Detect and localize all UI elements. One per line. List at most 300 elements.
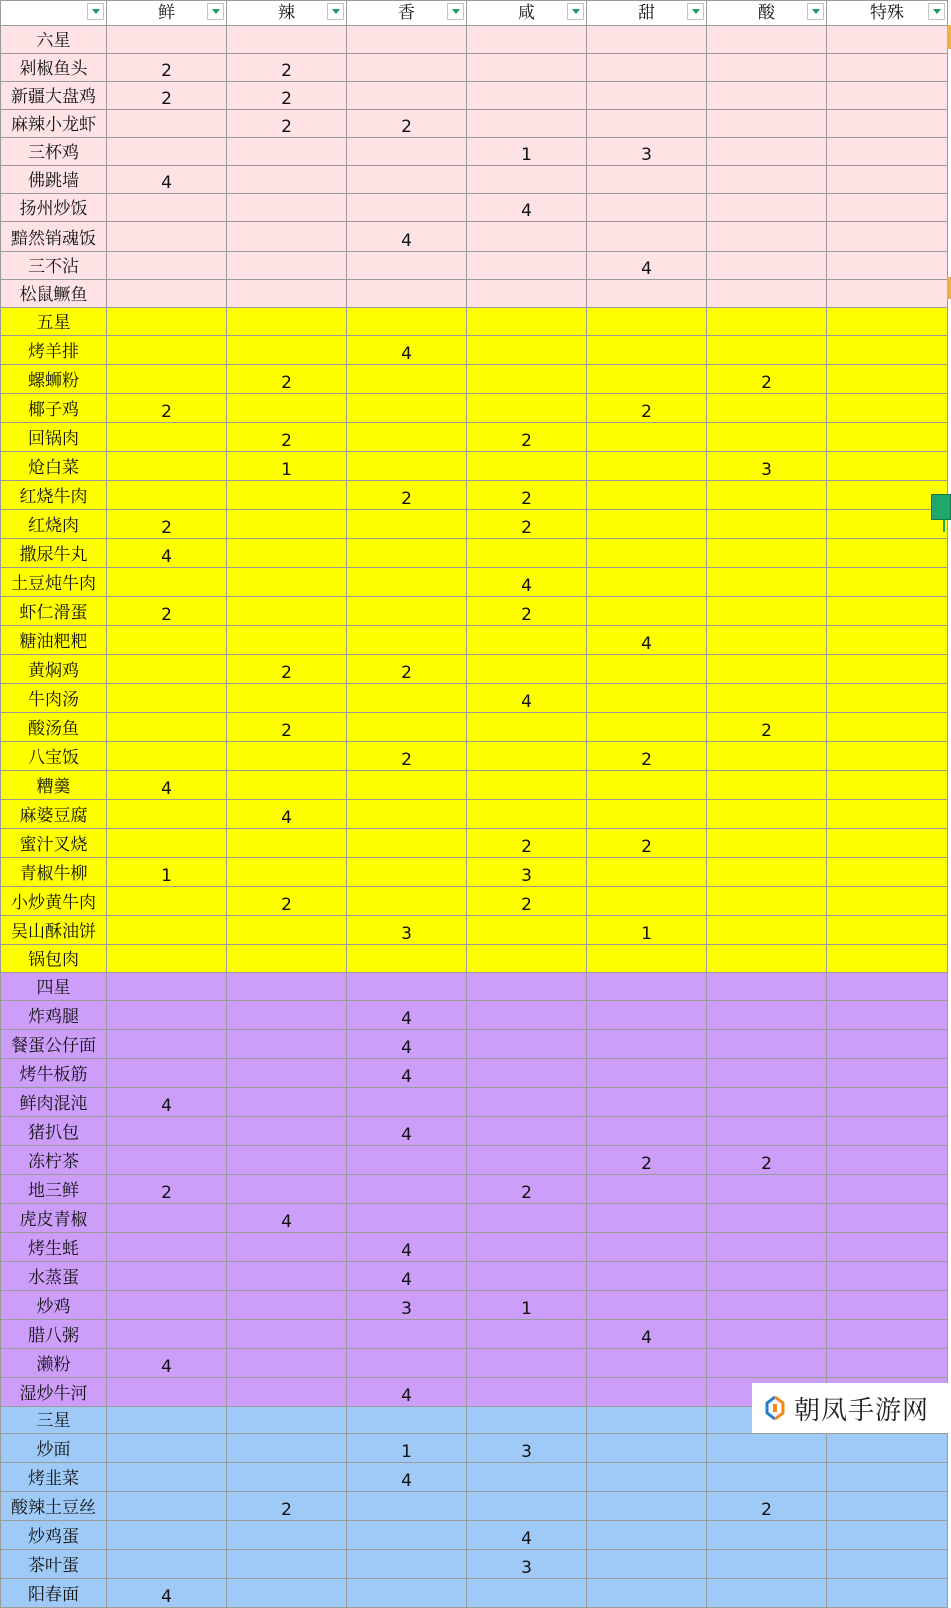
flavor-cell-la[interactable] bbox=[227, 1291, 347, 1320]
flavor-cell-teshu[interactable] bbox=[827, 452, 948, 481]
flavor-cell-teshu[interactable] bbox=[827, 1463, 948, 1492]
flavor-cell-tian[interactable]: 2 bbox=[587, 829, 707, 858]
flavor-cell-xian[interactable]: 1 bbox=[107, 858, 227, 887]
filter-dropdown-icon[interactable] bbox=[327, 3, 344, 20]
flavor-cell-tian[interactable]: 4 bbox=[587, 1320, 707, 1349]
flavor-cell-xian[interactable]: 4 bbox=[107, 539, 227, 568]
flavor-cell-teshu[interactable] bbox=[827, 742, 948, 771]
flavor-cell-la[interactable] bbox=[227, 684, 347, 713]
flavor-cell-suan[interactable] bbox=[707, 110, 827, 138]
flavor-cell-la[interactable] bbox=[227, 336, 347, 365]
flavor-cell-teshu[interactable] bbox=[827, 1233, 948, 1262]
flavor-cell-suan[interactable] bbox=[707, 684, 827, 713]
flavor-cell-xiang[interactable] bbox=[347, 684, 467, 713]
flavor-cell-xian2[interactable] bbox=[467, 1320, 587, 1349]
flavor-cell-teshu[interactable] bbox=[827, 110, 948, 138]
flavor-cell-suan[interactable] bbox=[707, 829, 827, 858]
flavor-cell-suan[interactable] bbox=[707, 423, 827, 452]
flavor-cell-suan[interactable] bbox=[707, 1434, 827, 1463]
flavor-cell-suan[interactable] bbox=[707, 82, 827, 110]
flavor-cell-teshu[interactable] bbox=[827, 54, 948, 82]
flavor-cell-xiang[interactable] bbox=[347, 1146, 467, 1175]
flavor-cell-suan[interactable]: 2 bbox=[707, 1146, 827, 1175]
flavor-cell-suan[interactable] bbox=[707, 1088, 827, 1117]
flavor-cell-xian[interactable] bbox=[107, 829, 227, 858]
flavor-cell-xian2[interactable] bbox=[467, 166, 587, 194]
flavor-cell-tian[interactable] bbox=[587, 82, 707, 110]
flavor-cell-xian[interactable] bbox=[107, 452, 227, 481]
flavor-cell-xian2[interactable] bbox=[467, 1262, 587, 1291]
dish-name-cell[interactable]: 麻婆豆腐 bbox=[1, 800, 107, 829]
flavor-cell-tian[interactable] bbox=[587, 1463, 707, 1492]
flavor-cell-xiang[interactable] bbox=[347, 1320, 467, 1349]
flavor-cell-xian[interactable] bbox=[107, 1204, 227, 1233]
flavor-cell-xian[interactable] bbox=[107, 945, 227, 973]
flavor-cell-teshu[interactable] bbox=[827, 423, 948, 452]
flavor-cell-xiang[interactable]: 4 bbox=[347, 1233, 467, 1262]
flavor-cell-xiang[interactable] bbox=[347, 771, 467, 800]
flavor-cell-teshu[interactable] bbox=[827, 82, 948, 110]
flavor-cell-suan[interactable] bbox=[707, 1175, 827, 1204]
flavor-cell-tian[interactable] bbox=[587, 365, 707, 394]
flavor-cell-suan[interactable] bbox=[707, 280, 827, 308]
dish-name-cell[interactable]: 烤韭菜 bbox=[1, 1463, 107, 1492]
dish-name-cell[interactable]: 烤牛板筋 bbox=[1, 1059, 107, 1088]
filter-dropdown-icon[interactable] bbox=[567, 3, 584, 20]
dish-name-cell[interactable]: 扬州炒饭 bbox=[1, 194, 107, 222]
flavor-cell-suan[interactable] bbox=[707, 1463, 827, 1492]
dish-name-cell[interactable]: 四星 bbox=[1, 973, 107, 1001]
flavor-cell-la[interactable] bbox=[227, 481, 347, 510]
flavor-cell-xian[interactable]: 2 bbox=[107, 510, 227, 539]
flavor-cell-xian[interactable] bbox=[107, 1492, 227, 1521]
flavor-cell-teshu[interactable] bbox=[827, 308, 948, 336]
flavor-cell-xiang[interactable]: 4 bbox=[347, 1117, 467, 1146]
flavor-cell-la[interactable] bbox=[227, 166, 347, 194]
flavor-cell-teshu[interactable] bbox=[827, 1579, 948, 1608]
flavor-cell-tian[interactable]: 3 bbox=[587, 138, 707, 166]
flavor-cell-teshu[interactable] bbox=[827, 510, 948, 539]
dish-name-cell[interactable]: 三不沾 bbox=[1, 252, 107, 280]
flavor-cell-la[interactable]: 2 bbox=[227, 655, 347, 684]
flavor-cell-xian[interactable] bbox=[107, 26, 227, 54]
flavor-cell-xian2[interactable] bbox=[467, 1463, 587, 1492]
flavor-cell-teshu[interactable] bbox=[827, 655, 948, 684]
flavor-cell-tian[interactable]: 4 bbox=[587, 252, 707, 280]
flavor-cell-xian2[interactable]: 2 bbox=[467, 423, 587, 452]
dish-name-cell[interactable]: 椰子鸡 bbox=[1, 394, 107, 423]
flavor-cell-xian[interactable] bbox=[107, 138, 227, 166]
dish-name-cell[interactable]: 三星 bbox=[1, 1407, 107, 1434]
flavor-cell-suan[interactable] bbox=[707, 1030, 827, 1059]
flavor-cell-la[interactable] bbox=[227, 1262, 347, 1291]
flavor-cell-suan[interactable] bbox=[707, 510, 827, 539]
flavor-cell-teshu[interactable] bbox=[827, 138, 948, 166]
flavor-cell-tian[interactable]: 4 bbox=[587, 626, 707, 655]
dish-name-cell[interactable]: 地三鲜 bbox=[1, 1175, 107, 1204]
dish-name-cell[interactable]: 吴山酥油饼 bbox=[1, 916, 107, 945]
flavor-cell-xian2[interactable] bbox=[467, 800, 587, 829]
flavor-cell-tian[interactable] bbox=[587, 597, 707, 626]
flavor-cell-tian[interactable] bbox=[587, 481, 707, 510]
flavor-cell-suan[interactable] bbox=[707, 481, 827, 510]
flavor-cell-la[interactable]: 4 bbox=[227, 800, 347, 829]
flavor-cell-tian[interactable] bbox=[587, 280, 707, 308]
dish-name-cell[interactable]: 烤羊排 bbox=[1, 336, 107, 365]
flavor-cell-xiang[interactable]: 1 bbox=[347, 1434, 467, 1463]
flavor-cell-suan[interactable] bbox=[707, 222, 827, 252]
flavor-cell-xian[interactable]: 2 bbox=[107, 54, 227, 82]
dish-name-cell[interactable]: 炒鸡 bbox=[1, 1291, 107, 1320]
flavor-cell-la[interactable] bbox=[227, 1175, 347, 1204]
flavor-cell-xian[interactable] bbox=[107, 973, 227, 1001]
flavor-cell-tian[interactable] bbox=[587, 1059, 707, 1088]
flavor-cell-xiang[interactable]: 4 bbox=[347, 1001, 467, 1030]
flavor-cell-xiang[interactable] bbox=[347, 568, 467, 597]
flavor-cell-xian2[interactable]: 2 bbox=[467, 829, 587, 858]
flavor-cell-suan[interactable] bbox=[707, 626, 827, 655]
flavor-cell-teshu[interactable] bbox=[827, 684, 948, 713]
flavor-cell-xian[interactable] bbox=[107, 1550, 227, 1579]
flavor-cell-tian[interactable] bbox=[587, 26, 707, 54]
flavor-cell-teshu[interactable] bbox=[827, 1001, 948, 1030]
flavor-cell-la[interactable] bbox=[227, 280, 347, 308]
flavor-cell-tian[interactable] bbox=[587, 423, 707, 452]
flavor-cell-xian2[interactable] bbox=[467, 222, 587, 252]
dish-name-cell[interactable]: 虎皮青椒 bbox=[1, 1204, 107, 1233]
flavor-cell-xiang[interactable] bbox=[347, 308, 467, 336]
header-cell-xiang[interactable]: 香 bbox=[347, 1, 467, 26]
flavor-cell-xian[interactable] bbox=[107, 1146, 227, 1175]
flavor-cell-tian[interactable] bbox=[587, 1001, 707, 1030]
filter-dropdown-icon[interactable] bbox=[447, 3, 464, 20]
flavor-cell-la[interactable] bbox=[227, 597, 347, 626]
flavor-cell-tian[interactable] bbox=[587, 973, 707, 1001]
flavor-cell-la[interactable] bbox=[227, 26, 347, 54]
flavor-cell-suan[interactable] bbox=[707, 1320, 827, 1349]
flavor-cell-tian[interactable] bbox=[587, 1550, 707, 1579]
dish-name-cell[interactable]: 炸鸡腿 bbox=[1, 1001, 107, 1030]
filter-dropdown-icon[interactable] bbox=[207, 3, 224, 20]
header-cell-xian[interactable]: 鲜 bbox=[107, 1, 227, 26]
flavor-cell-xiang[interactable]: 2 bbox=[347, 742, 467, 771]
flavor-cell-la[interactable] bbox=[227, 945, 347, 973]
flavor-cell-teshu[interactable] bbox=[827, 1117, 948, 1146]
flavor-cell-tian[interactable] bbox=[587, 510, 707, 539]
flavor-cell-xian[interactable] bbox=[107, 1463, 227, 1492]
flavor-cell-la[interactable] bbox=[227, 1233, 347, 1262]
flavor-cell-xian2[interactable] bbox=[467, 1579, 587, 1608]
dish-name-cell[interactable]: 蜜汁叉烧 bbox=[1, 829, 107, 858]
flavor-cell-xian[interactable]: 2 bbox=[107, 82, 227, 110]
dish-name-cell[interactable]: 锅包肉 bbox=[1, 945, 107, 973]
flavor-cell-la[interactable] bbox=[227, 510, 347, 539]
flavor-cell-la[interactable] bbox=[227, 1463, 347, 1492]
flavor-cell-xian2[interactable] bbox=[467, 1117, 587, 1146]
selection-fill-handle[interactable] bbox=[931, 494, 951, 520]
flavor-cell-la[interactable]: 2 bbox=[227, 887, 347, 916]
flavor-cell-xian2[interactable] bbox=[467, 252, 587, 280]
flavor-cell-xiang[interactable] bbox=[347, 858, 467, 887]
flavor-cell-la[interactable] bbox=[227, 1001, 347, 1030]
flavor-cell-suan[interactable] bbox=[707, 194, 827, 222]
flavor-cell-xian2[interactable]: 2 bbox=[467, 887, 587, 916]
flavor-cell-suan[interactable] bbox=[707, 1204, 827, 1233]
flavor-cell-xian[interactable] bbox=[107, 280, 227, 308]
dish-name-cell[interactable]: 猪扒包 bbox=[1, 1117, 107, 1146]
flavor-cell-xian[interactable] bbox=[107, 336, 227, 365]
dish-name-cell[interactable]: 土豆炖牛肉 bbox=[1, 568, 107, 597]
flavor-cell-xian[interactable]: 2 bbox=[107, 1175, 227, 1204]
flavor-cell-la[interactable] bbox=[227, 1434, 347, 1463]
flavor-cell-suan[interactable] bbox=[707, 800, 827, 829]
flavor-cell-xiang[interactable] bbox=[347, 1175, 467, 1204]
flavor-cell-xian[interactable] bbox=[107, 568, 227, 597]
flavor-cell-suan[interactable] bbox=[707, 568, 827, 597]
flavor-cell-xian[interactable] bbox=[107, 110, 227, 138]
flavor-cell-xian[interactable] bbox=[107, 713, 227, 742]
flavor-cell-xian2[interactable] bbox=[467, 771, 587, 800]
header-cell-xian2[interactable]: 咸 bbox=[467, 1, 587, 26]
flavor-cell-tian[interactable] bbox=[587, 1030, 707, 1059]
dish-name-cell[interactable]: 剁椒鱼头 bbox=[1, 54, 107, 82]
flavor-cell-teshu[interactable] bbox=[827, 166, 948, 194]
flavor-cell-tian[interactable] bbox=[587, 336, 707, 365]
flavor-cell-xiang[interactable] bbox=[347, 1492, 467, 1521]
flavor-cell-tian[interactable]: 2 bbox=[587, 394, 707, 423]
flavor-cell-suan[interactable] bbox=[707, 394, 827, 423]
flavor-cell-xian2[interactable] bbox=[467, 1030, 587, 1059]
flavor-cell-suan[interactable] bbox=[707, 1117, 827, 1146]
flavor-cell-xian2[interactable]: 3 bbox=[467, 1434, 587, 1463]
flavor-cell-la[interactable]: 1 bbox=[227, 452, 347, 481]
flavor-cell-xian[interactable] bbox=[107, 222, 227, 252]
flavor-cell-suan[interactable] bbox=[707, 916, 827, 945]
flavor-cell-la[interactable] bbox=[227, 1088, 347, 1117]
flavor-cell-xiang[interactable] bbox=[347, 166, 467, 194]
flavor-cell-tian[interactable] bbox=[587, 713, 707, 742]
flavor-cell-teshu[interactable] bbox=[827, 771, 948, 800]
flavor-cell-teshu[interactable] bbox=[827, 336, 948, 365]
flavor-cell-tian[interactable] bbox=[587, 308, 707, 336]
flavor-cell-xian[interactable] bbox=[107, 1233, 227, 1262]
flavor-cell-xian[interactable] bbox=[107, 626, 227, 655]
flavor-cell-suan[interactable] bbox=[707, 1521, 827, 1550]
flavor-cell-tian[interactable] bbox=[587, 1204, 707, 1233]
flavor-cell-xian2[interactable]: 4 bbox=[467, 194, 587, 222]
flavor-cell-xian[interactable] bbox=[107, 1407, 227, 1434]
flavor-cell-teshu[interactable] bbox=[827, 26, 948, 54]
flavor-cell-tian[interactable]: 1 bbox=[587, 916, 707, 945]
flavor-cell-xiang[interactable]: 4 bbox=[347, 1059, 467, 1088]
flavor-cell-xiang[interactable]: 2 bbox=[347, 481, 467, 510]
flavor-cell-teshu[interactable] bbox=[827, 858, 948, 887]
flavor-cell-suan[interactable] bbox=[707, 742, 827, 771]
dish-name-cell[interactable]: 红烧肉 bbox=[1, 510, 107, 539]
flavor-cell-tian[interactable]: 2 bbox=[587, 1146, 707, 1175]
flavor-cell-xian[interactable] bbox=[107, 423, 227, 452]
flavor-cell-xiang[interactable]: 2 bbox=[347, 110, 467, 138]
flavor-cell-la[interactable] bbox=[227, 1521, 347, 1550]
flavor-cell-xiang[interactable] bbox=[347, 54, 467, 82]
flavor-cell-la[interactable] bbox=[227, 1146, 347, 1175]
flavor-cell-teshu[interactable] bbox=[827, 713, 948, 742]
flavor-cell-la[interactable]: 2 bbox=[227, 713, 347, 742]
flavor-cell-tian[interactable] bbox=[587, 1175, 707, 1204]
flavor-cell-suan[interactable]: 2 bbox=[707, 365, 827, 394]
flavor-cell-xian[interactable]: 4 bbox=[107, 771, 227, 800]
flavor-cell-xian[interactable] bbox=[107, 655, 227, 684]
dish-name-cell[interactable]: 六星 bbox=[1, 26, 107, 54]
flavor-cell-xian2[interactable]: 1 bbox=[467, 1291, 587, 1320]
flavor-cell-xian2[interactable]: 2 bbox=[467, 481, 587, 510]
flavor-cell-xian2[interactable] bbox=[467, 1001, 587, 1030]
dish-name-cell[interactable]: 螺蛳粉 bbox=[1, 365, 107, 394]
flavor-cell-suan[interactable] bbox=[707, 26, 827, 54]
flavor-cell-xian[interactable] bbox=[107, 1521, 227, 1550]
dish-name-cell[interactable]: 湿炒牛河 bbox=[1, 1378, 107, 1407]
flavor-cell-xian2[interactable] bbox=[467, 1233, 587, 1262]
flavor-cell-la[interactable]: 2 bbox=[227, 423, 347, 452]
flavor-cell-teshu[interactable] bbox=[827, 1320, 948, 1349]
flavor-cell-suan[interactable] bbox=[707, 336, 827, 365]
flavor-cell-tian[interactable] bbox=[587, 1291, 707, 1320]
flavor-cell-xian2[interactable]: 2 bbox=[467, 510, 587, 539]
flavor-cell-teshu[interactable] bbox=[827, 800, 948, 829]
flavor-cell-xiang[interactable] bbox=[347, 1349, 467, 1378]
flavor-cell-xian2[interactable] bbox=[467, 1146, 587, 1175]
flavor-cell-tian[interactable] bbox=[587, 1117, 707, 1146]
dish-name-cell[interactable]: 餐蛋公仔面 bbox=[1, 1030, 107, 1059]
flavor-cell-suan[interactable] bbox=[707, 771, 827, 800]
dish-name-cell[interactable]: 酸辣土豆丝 bbox=[1, 1492, 107, 1521]
flavor-cell-xiang[interactable] bbox=[347, 829, 467, 858]
flavor-cell-xian2[interactable] bbox=[467, 742, 587, 771]
header-cell-tian[interactable]: 甜 bbox=[587, 1, 707, 26]
dish-name-cell[interactable]: 黄焖鸡 bbox=[1, 655, 107, 684]
flavor-cell-suan[interactable] bbox=[707, 1059, 827, 1088]
flavor-cell-suan[interactable] bbox=[707, 945, 827, 973]
flavor-cell-tian[interactable] bbox=[587, 858, 707, 887]
flavor-cell-xian2[interactable] bbox=[467, 1407, 587, 1434]
dish-name-cell[interactable]: 水蒸蛋 bbox=[1, 1262, 107, 1291]
flavor-cell-la[interactable]: 2 bbox=[227, 110, 347, 138]
flavor-cell-xian2[interactable]: 1 bbox=[467, 138, 587, 166]
flavor-cell-xian2[interactable] bbox=[467, 280, 587, 308]
dish-name-cell[interactable]: 黯然销魂饭 bbox=[1, 222, 107, 252]
dish-name-cell[interactable]: 三杯鸡 bbox=[1, 138, 107, 166]
flavor-cell-la[interactable] bbox=[227, 252, 347, 280]
flavor-cell-suan[interactable] bbox=[707, 1262, 827, 1291]
flavor-cell-xian[interactable] bbox=[107, 308, 227, 336]
flavor-cell-la[interactable] bbox=[227, 829, 347, 858]
flavor-cell-suan[interactable] bbox=[707, 539, 827, 568]
flavor-cell-tian[interactable] bbox=[587, 887, 707, 916]
flavor-cell-xian[interactable] bbox=[107, 800, 227, 829]
dish-name-cell[interactable]: 炒鸡蛋 bbox=[1, 1521, 107, 1550]
flavor-cell-xiang[interactable] bbox=[347, 539, 467, 568]
flavor-cell-xiang[interactable] bbox=[347, 887, 467, 916]
dish-name-cell[interactable]: 虾仁滑蛋 bbox=[1, 597, 107, 626]
flavor-cell-teshu[interactable] bbox=[827, 194, 948, 222]
dish-name-cell[interactable]: 阳春面 bbox=[1, 1579, 107, 1608]
flavor-cell-xian[interactable]: 4 bbox=[107, 166, 227, 194]
flavor-cell-xian[interactable] bbox=[107, 365, 227, 394]
header-cell-suan[interactable]: 酸 bbox=[707, 1, 827, 26]
dish-name-cell[interactable]: 鲜肉混沌 bbox=[1, 1088, 107, 1117]
flavor-cell-teshu[interactable] bbox=[827, 568, 948, 597]
flavor-cell-tian[interactable] bbox=[587, 568, 707, 597]
flavor-cell-teshu[interactable] bbox=[827, 887, 948, 916]
flavor-cell-xiang[interactable]: 4 bbox=[347, 1378, 467, 1407]
flavor-cell-teshu[interactable] bbox=[827, 1262, 948, 1291]
flavor-cell-xian2[interactable]: 2 bbox=[467, 1175, 587, 1204]
flavor-cell-xiang[interactable]: 3 bbox=[347, 1291, 467, 1320]
flavor-cell-tian[interactable] bbox=[587, 54, 707, 82]
flavor-cell-teshu[interactable] bbox=[827, 280, 948, 308]
flavor-cell-la[interactable] bbox=[227, 771, 347, 800]
flavor-cell-la[interactable] bbox=[227, 1407, 347, 1434]
flavor-cell-teshu[interactable] bbox=[827, 1146, 948, 1175]
flavor-cell-suan[interactable] bbox=[707, 54, 827, 82]
dish-name-cell[interactable]: 茶叶蛋 bbox=[1, 1550, 107, 1579]
header-cell-teshu[interactable]: 特殊 bbox=[827, 1, 948, 26]
flavor-cell-xian2[interactable] bbox=[467, 452, 587, 481]
flavor-cell-teshu[interactable] bbox=[827, 916, 948, 945]
flavor-cell-tian[interactable] bbox=[587, 222, 707, 252]
flavor-cell-xian[interactable]: 4 bbox=[107, 1088, 227, 1117]
flavor-cell-xian2[interactable] bbox=[467, 26, 587, 54]
flavor-cell-suan[interactable]: 2 bbox=[707, 1492, 827, 1521]
flavor-cell-la[interactable] bbox=[227, 539, 347, 568]
flavor-cell-xian[interactable] bbox=[107, 481, 227, 510]
flavor-cell-la[interactable] bbox=[227, 194, 347, 222]
flavor-cell-teshu[interactable] bbox=[827, 597, 948, 626]
filter-dropdown-icon[interactable] bbox=[807, 3, 824, 20]
flavor-cell-suan[interactable] bbox=[707, 973, 827, 1001]
flavor-cell-xiang[interactable] bbox=[347, 365, 467, 394]
flavor-cell-xiang[interactable] bbox=[347, 800, 467, 829]
flavor-cell-la[interactable] bbox=[227, 308, 347, 336]
dish-name-cell[interactable]: 佛跳墙 bbox=[1, 166, 107, 194]
filter-dropdown-icon[interactable] bbox=[687, 3, 704, 20]
flavor-cell-la[interactable] bbox=[227, 973, 347, 1001]
flavor-cell-xian2[interactable] bbox=[467, 1492, 587, 1521]
flavor-cell-tian[interactable] bbox=[587, 1434, 707, 1463]
flavor-cell-tian[interactable] bbox=[587, 1088, 707, 1117]
flavor-cell-suan[interactable] bbox=[707, 1233, 827, 1262]
dish-name-cell[interactable]: 麻辣小龙虾 bbox=[1, 110, 107, 138]
flavor-cell-suan[interactable] bbox=[707, 887, 827, 916]
flavor-cell-xian[interactable] bbox=[107, 1434, 227, 1463]
flavor-cell-xian[interactable] bbox=[107, 1001, 227, 1030]
flavor-cell-la[interactable] bbox=[227, 568, 347, 597]
flavor-cell-xiang[interactable] bbox=[347, 138, 467, 166]
flavor-cell-la[interactable] bbox=[227, 1349, 347, 1378]
flavor-cell-tian[interactable] bbox=[587, 684, 707, 713]
flavor-cell-suan[interactable] bbox=[707, 655, 827, 684]
flavor-cell-tian[interactable] bbox=[587, 539, 707, 568]
flavor-cell-xian2[interactable] bbox=[467, 1349, 587, 1378]
dish-name-cell[interactable]: 糖油粑粑 bbox=[1, 626, 107, 655]
flavor-cell-teshu[interactable] bbox=[827, 1521, 948, 1550]
flavor-cell-xiang[interactable] bbox=[347, 252, 467, 280]
flavor-cell-xian[interactable]: 2 bbox=[107, 597, 227, 626]
flavor-cell-xian2[interactable] bbox=[467, 539, 587, 568]
flavor-cell-xian[interactable] bbox=[107, 742, 227, 771]
flavor-cell-xiang[interactable] bbox=[347, 1204, 467, 1233]
flavor-cell-tian[interactable] bbox=[587, 1521, 707, 1550]
